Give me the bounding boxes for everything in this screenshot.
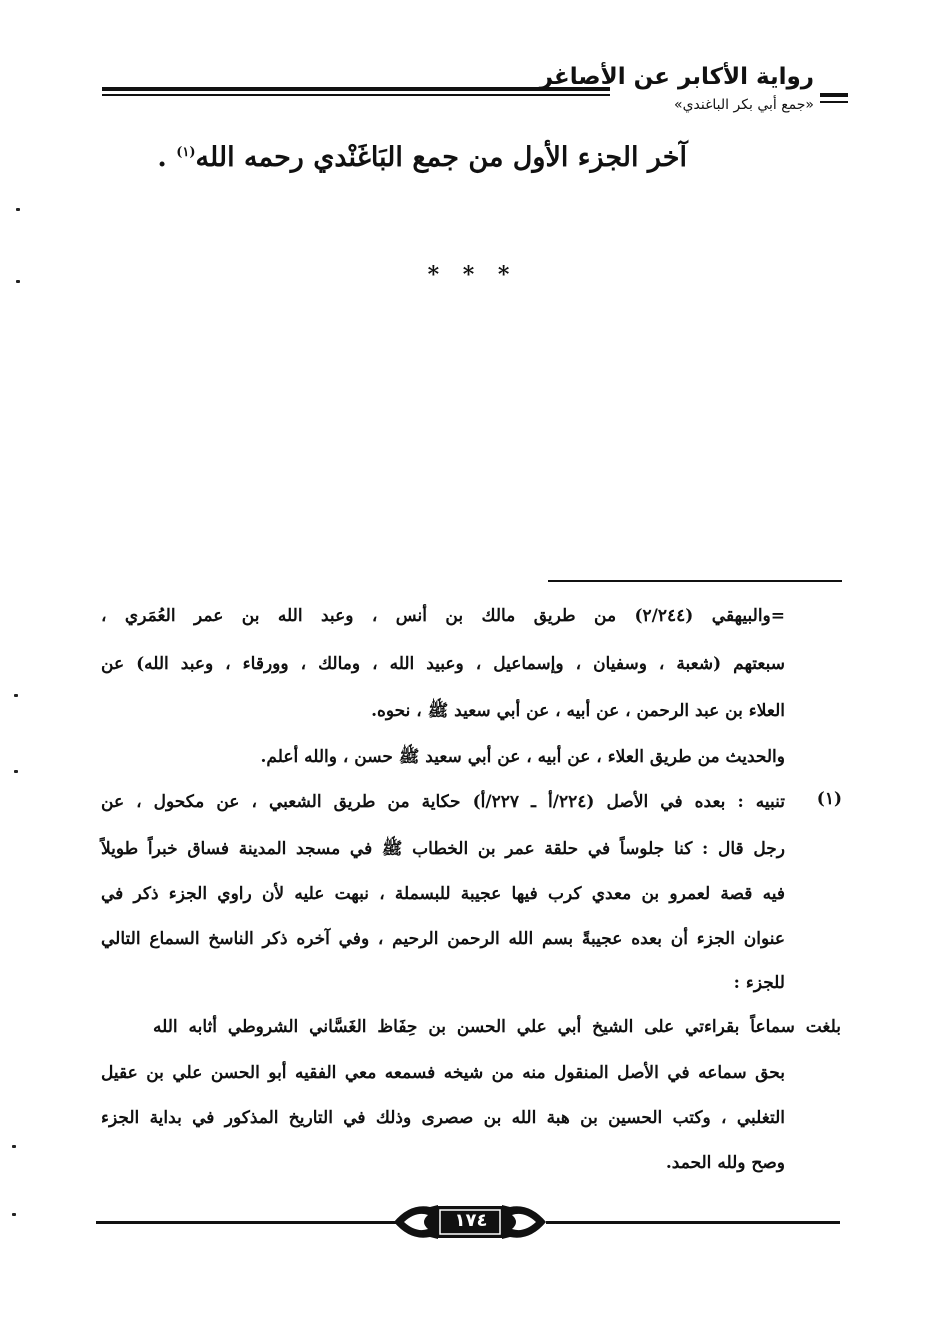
heading-end-mark: . bbox=[157, 142, 167, 173]
footnote-line: العلاء بن عبد الرحمن ، عن أبيه ، عن أبي سعيد ﷺ ، نحوه. bbox=[371, 701, 785, 721]
heading-text: آخر الجزء الأول من جمع البَاغَنْدي رحمه الله bbox=[195, 142, 687, 173]
running-header bbox=[96, 58, 848, 128]
book-subtitle: «جمع أبي بكر الباغندي» bbox=[674, 97, 814, 113]
footnote-line: =والبيهقي (٢/٢٤٤) من طريق مالك بن أنس ، وعبد الله بن عمر العُمَري ، bbox=[101, 606, 785, 626]
header-ornament-rule bbox=[820, 93, 848, 97]
footnote-line: بحق سماعه في الأصل المنقول منه من شيخه فسمعه معي الفقيه أبو الحسن علي بن عقيل bbox=[101, 1063, 785, 1083]
footnote-line: بلغت سماعاً بقراءتي على الشيخ أبي علي الحسن بن حِفَاظ الغَسَّاني الشروطي أثابه الله bbox=[153, 1017, 841, 1037]
footnote-marker: (١) bbox=[816, 789, 842, 809]
footnote-line: عنوان الجزء أن بعده عجيبةً بسم الله الرحمن الرحيم ، وفي آخره ذكر الناسخ السماع التالي bbox=[101, 929, 785, 949]
header-rule-thin bbox=[102, 94, 610, 96]
section-separator: * * * bbox=[427, 262, 518, 288]
footnote-line: سبعتهم (شعبة ، وسفيان ، وإسماعيل ، وعبيد الله ، ومالك ، وورقاء ، وعبد الله) عن bbox=[101, 654, 785, 674]
footnote-line: التغلبي ، وكتب الحسين بن هبة الله بن صصرى وذلك في التاريخ المذكور في بداية الجزء bbox=[101, 1108, 785, 1128]
scan-speck bbox=[12, 1145, 16, 1148]
header-ornament-rule-thin bbox=[820, 101, 848, 103]
footnote-reference: (١) bbox=[176, 145, 196, 160]
book-title: رواية الأكابر عن الأصاغر bbox=[539, 64, 814, 90]
scan-speck bbox=[14, 770, 18, 773]
footer-rule-left bbox=[96, 1221, 396, 1224]
page-number: ١٧٤ bbox=[454, 1210, 488, 1231]
scan-speck bbox=[16, 208, 20, 211]
scan-speck bbox=[16, 280, 20, 283]
footer-rule-right bbox=[546, 1221, 840, 1224]
footnote-line: للجزء : bbox=[733, 973, 785, 993]
footnote-line: رجل قال : كنا جلوساً في حلقة عمر بن الخطاب ﷺ في مسجد المدينة فساق خبراً طويلاً bbox=[101, 839, 785, 859]
scan-speck bbox=[14, 694, 18, 697]
section-end-heading bbox=[157, 142, 687, 173]
footnote-line: تنبيه : بعده في الأصل (٢٢٤/أ ـ ٢٢٧/أ) حكاية من طريق الشعبي ، عن مكحول ، عن bbox=[101, 792, 786, 812]
scan-speck bbox=[12, 1213, 16, 1216]
header-rule bbox=[102, 87, 610, 91]
footnote-separator-rule bbox=[548, 580, 842, 582]
footnote-line: والحديث من طريق العلاء ، عن أبيه ، عن أبي سعيد ﷺ حسن ، والله أعلم. bbox=[260, 747, 785, 767]
footnote-line: وصح ولله الحمد. bbox=[665, 1153, 785, 1173]
footnote-line: فيه قصة لعمرو بن معدي كرب فيها عجيبة للبسملة ، نبهت عليه لأن راوي الجزء ذكر في bbox=[101, 884, 785, 904]
